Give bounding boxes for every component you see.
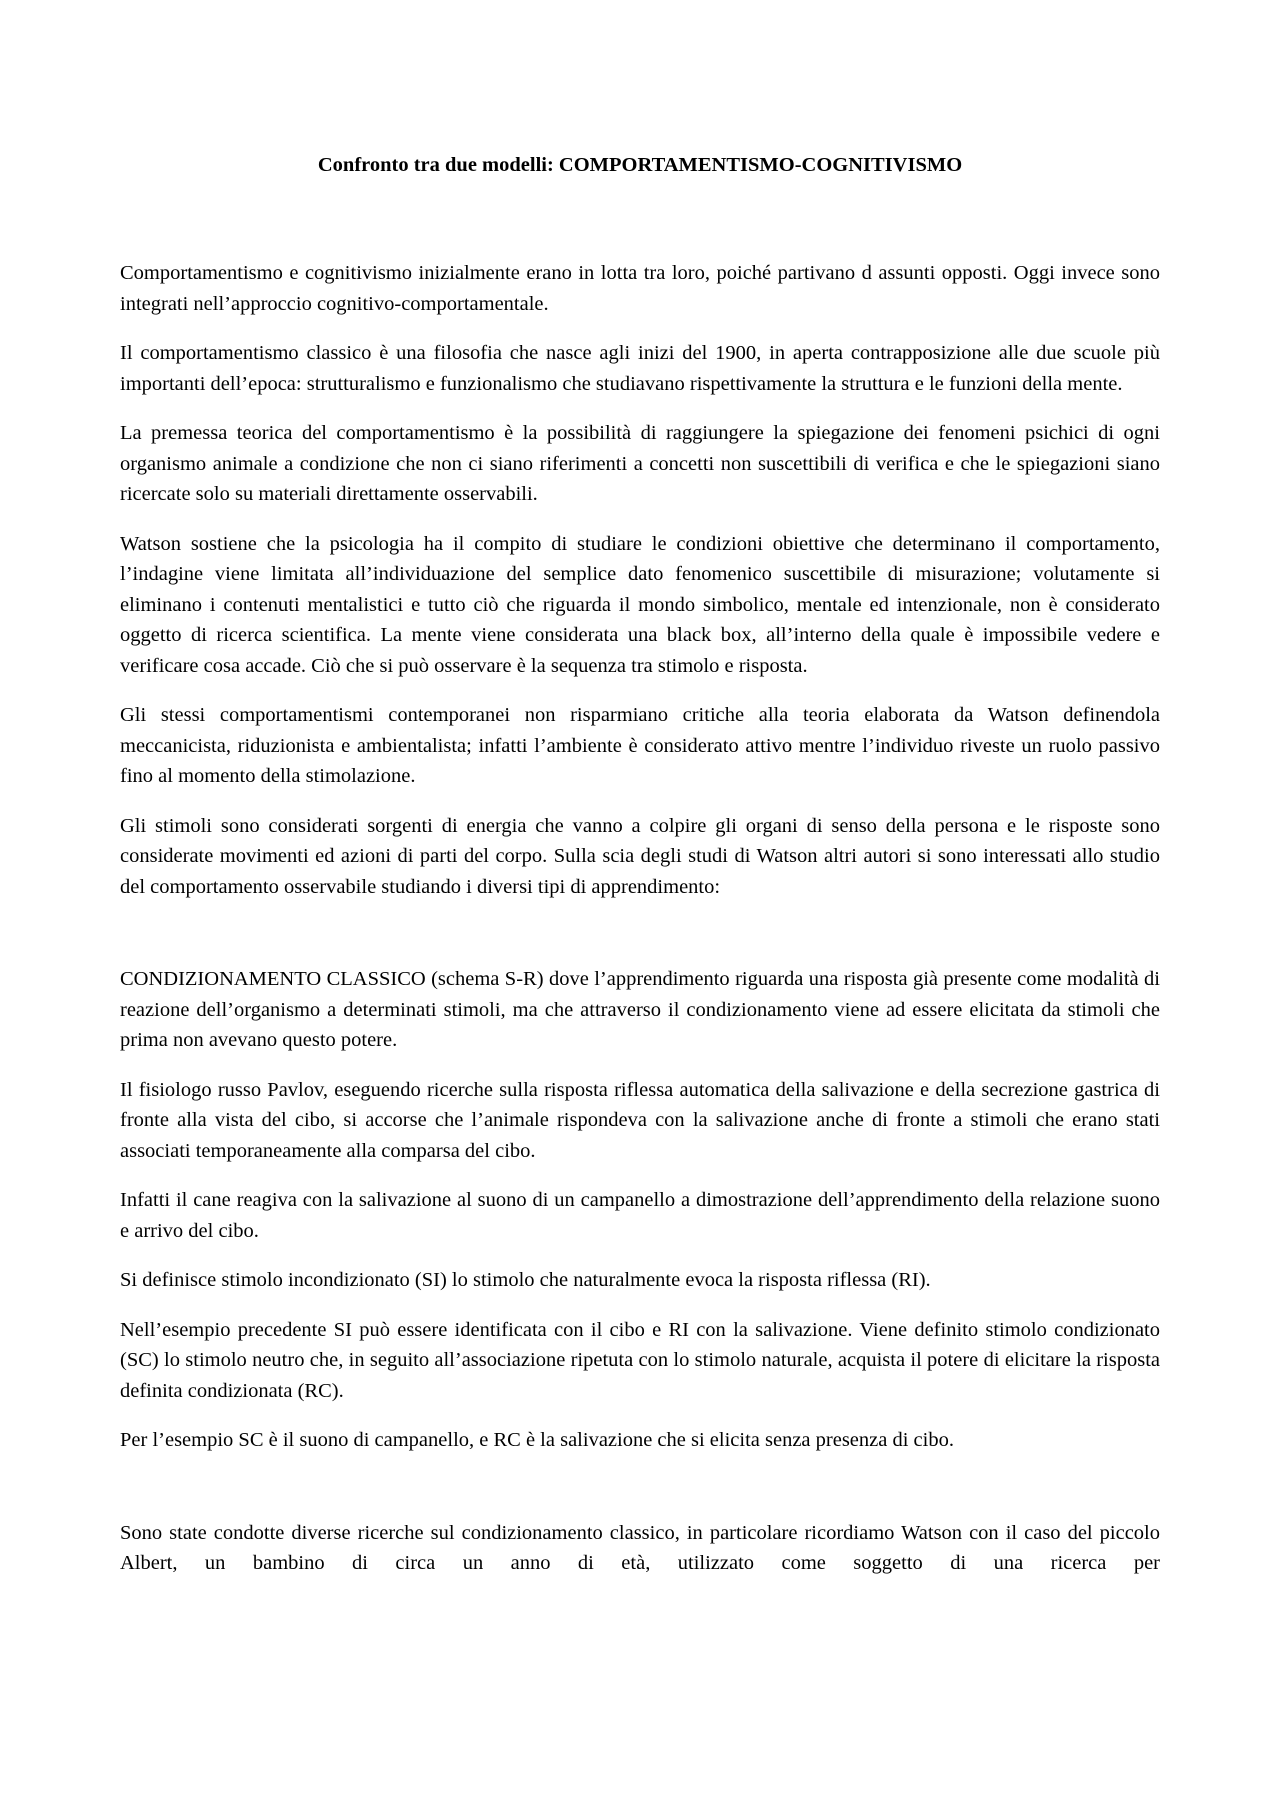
paragraph: Sono state condotte diverse ricerche sul condizionamento classico, in particolare ricordiamo Watson con il caso del piccolo Albert, un bambino di circa un anno di età, utilizzato come soggetto di una ricerca per <box>120 1521 1160 1574</box>
paragraph: Watson sostiene che la psicologia ha il compito di studiare le condizioni obiettive che determinano il comportamento, l’indagine viene limitata all’individuazione del semplice dato fenomenico suscettibile di misurazione; volutamente si eliminano i contenuti mentalistici e tutto ciò che riguarda il mondo simbolico, mentale ed intenzionale, non è considerato oggetto di ricerca scientifica. La mente viene considerata una black box, all’interno della quale è impossibile vedere e verificare cosa accade. Ciò che si può osservare è la sequenza tra stimolo e risposta. <box>120 532 1160 677</box>
paragraph: La premessa teorica del comportamentismo è la possibilità di raggiungere la spiegazione dei fenomeni psichici di ogni organismo animale a condizione che non ci siano riferimenti a concetti non suscettibili di verifica e che le spiegazioni siano ricercate solo su materiali direttamente osservabili. <box>120 422 1160 505</box>
paragraph: Gli stimoli sono considerati sorgenti di energia che vanno a colpire gli organi di senso della persona e le risposte sono considerate movimenti ed azioni di parti del corpo. Sulla scia degli studi di Watson altri autori si sono interessati allo studio del comportamento osservabile studiando i diversi tipi di apprendimento: <box>120 814 1160 898</box>
paragraph: Gli stessi comportamentismi contemporanei non risparmiano critiche alla teoria elaborata da Watson definendola meccanicista, riduzionista e ambientalista; infatti l’ambiente è considerato attivo mentre l’individuo riveste un ruolo passivo fino al momento della stimolazione. <box>120 704 1160 787</box>
page-title-bold: Confronto tra due modelli: <box>317 154 554 176</box>
paragraph: Infatti il cane reagiva con la salivazione al suono di un campanello a dimostrazione dell’apprendimento della relazione suono e arrivo del cibo. <box>120 1189 1160 1242</box>
paragraph: Per l’esempio SC è il suono di campanello, e RC è la salivazione che si elicita senza presenza di cibo. <box>120 1429 954 1451</box>
page-title-rest: COMPORTAMENTISMO-COGNITIVISMO <box>553 154 963 176</box>
paragraph: Si definisce stimolo incondizionato (SI) lo stimolo che naturalmente evoca la risposta riflessa (RI). <box>120 1269 931 1291</box>
paragraph: Comportamentismo e cognitivismo inizialmente erano in lotta tra loro, poiché partivano d assunti opposti. Oggi invece sono integrati nell’approccio cognitivo-comportamentale. <box>120 262 1160 315</box>
paragraph: Il fisiologo russo Pavlov, eseguendo ricerche sulla risposta riflessa automatica della salivazione e della secrezione gastrica di fronte alla vista del cibo, si accorse che l’animale rispondeva con la salivazione anche di fronte a stimoli che erano stati associati temporaneamente alla comparsa del cibo. <box>120 1078 1160 1162</box>
paragraph: CONDIZIONAMENTO CLASSICO (schema S-R) dove l’apprendimento riguarda una risposta già presente come modalità di reazione dell’organismo a determinati stimoli, ma che attraverso il condizionamento viene ad essere elicitata da stimoli che prima non avevano questo potere. <box>120 968 1160 1051</box>
paragraph: Il comportamentismo classico è una filosofia che nasce agli inizi del 1900, in aperta contrapposizione alle due scuole più importanti dell’epoca: strutturalismo e funzionalismo che studiavano rispettivamente la struttura e le funzioni della mente. <box>120 342 1160 395</box>
page-title <box>0 151 1280 179</box>
paragraph: Nell’esempio precedente SI può essere identificata con il cibo e RI con la salivazione. Viene definito stimolo condizionato (SC) lo stimolo neutro che, in seguito all’associazione ripetuta con lo stimolo naturale, acquista il potere di elicitare la risposta definita condizionata (RC). <box>120 1318 1160 1402</box>
document-body <box>120 258 1160 1598</box>
